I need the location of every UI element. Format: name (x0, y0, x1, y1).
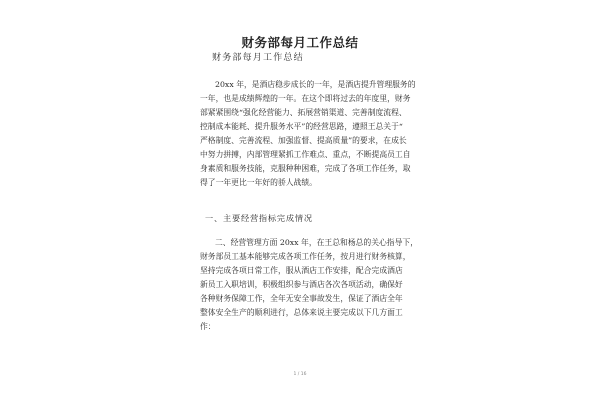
paragraph-line: 一年，也是成绩辉煌的一年。在这个即将过去的年度里，财务 (200, 94, 411, 103)
page-number: 1 / 16 (293, 372, 307, 377)
paragraph-line: 作： (200, 322, 216, 331)
paragraph-line: 控制成本能耗、提升服务水平”的经营思路，遵照王总关于“ (200, 122, 403, 131)
paragraph-line: 得了一年更比一年好的骄人战绩。 (200, 178, 317, 187)
paragraph-line: 整体安全生产的顺利进行，总体来说主要完成以下几方面工 (200, 308, 403, 317)
paragraph-line: 20xx 年，是酒店稳步成长的一年，是酒店提升管理服务的 (215, 80, 416, 89)
paragraph-line: 部紧紧围绕“强化经营能力、拓展营销渠道、完善制度流程、 (200, 108, 407, 117)
paragraph-line: 身素质和服务技能，克服种种困难，完成了各项工作任务，取 (200, 164, 411, 173)
paragraph-line: 坚持完成各项日常工作，服从酒店工作安排，配合完成酒店 (200, 266, 403, 275)
document-subtitle: 财务部每月工作总结 (212, 53, 304, 63)
paragraph-intro (200, 78, 430, 190)
document-title: 财务部每月工作总结 (241, 35, 359, 50)
paragraph-management (200, 236, 430, 334)
paragraph-line: 中努力拼搏，内部管理紧抓工作难点、重点，不断提高员工自 (200, 150, 411, 159)
section-heading: 一、主要经营指标完成情况 (205, 213, 313, 223)
paragraph-line: 新员工入职培训，积极组织参与酒店各次各项活动，确保好 (200, 280, 403, 289)
paragraph-line: 严格制度、完善流程、加强监督、提高质量”的要求，在成长 (200, 136, 407, 145)
paragraph-line: 财务部员工基本能够完成各项工作任务，按月进行财务核算， (200, 252, 411, 261)
paragraph-line: 二、经营管理方面 20xx 年，在王总和杨总的关心指导下， (215, 238, 418, 247)
paragraph-line: 各种财务保障工作，全年无安全事故发生，保证了酒店全年 (200, 294, 403, 303)
